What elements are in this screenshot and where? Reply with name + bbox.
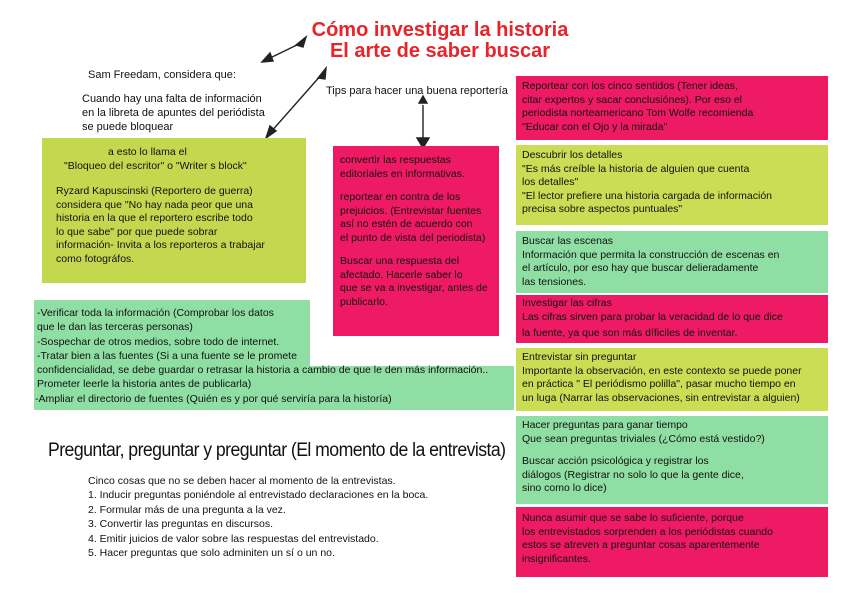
senses-line: periodista norteamericano Tom Wolfe recomienda [522, 107, 754, 119]
interview-heading: Preguntar, preguntar y preguntar (El momento de la entrevista) [48, 440, 506, 461]
assume-line: los entrevistados sorprenden a los periódistas cuando [522, 525, 773, 538]
center-pink-line: el punto de vista del periodista) [340, 231, 486, 244]
kapuscinski-line: historia en la que el reportero escribe todo [56, 212, 253, 224]
scenes-line: Buscar las escenas [522, 235, 614, 247]
interview-list-item: Cinco cosas que no se deben hacer al momento de la entrevistas. [88, 475, 396, 487]
kapuscinski-line: información- Invita a los reporteros a trabajar [56, 239, 265, 251]
psych-line: diálogos (Registrar no solo lo que la gente dice, [522, 468, 744, 481]
trivial-line: Que sean preguntas triviales (¿Cómo está vestido?) [522, 432, 765, 445]
interview-list-item: 3. Convertir las preguntas en discursos. [88, 518, 274, 531]
senses-line: citar expertos y sacar conclusiónes). Por eso el [522, 93, 743, 106]
intro-author: Sam Freedam, considera que: [88, 69, 236, 81]
center-pink-line: convertir las respuestas [340, 154, 451, 166]
details-line: "Es más creíble la historia de alguien que cuenta [522, 162, 750, 175]
title-line-1: Cómo investigar la historia [311, 19, 569, 41]
verify-line: -Verificar toda la información (Comprobar los datos [37, 307, 274, 319]
writers-block-line: "Bloqueo del escritor" o "Writer s block" [64, 159, 247, 172]
center-pink-line: Buscar una respuesta del [340, 255, 460, 267]
intro-line: en la libreta de apuntes del periódista [82, 107, 265, 119]
intro-text [82, 92, 265, 134]
assume-box [516, 507, 828, 577]
details-line: los detalles" [522, 176, 579, 188]
interview-list-item: 2. Formular más de una pregunta a la vez. [88, 503, 286, 516]
figures-box [516, 295, 828, 343]
arrow-head-1 [262, 53, 273, 62]
center-pink-line: así no estén de acuerdo con [340, 218, 473, 230]
details-line: "El lector prefiere una historia cargada de información [522, 189, 773, 202]
kapuscinski-line: como fotográfos. [56, 252, 135, 265]
kapuscinski-line: lo que sabe" por que puede sobrar [56, 225, 218, 238]
intro-line: Cuando hay una falta de información [82, 93, 262, 105]
details-box [516, 145, 828, 225]
arrow-to-writers-block [270, 74, 322, 133]
observe-line: Entrevistar sin preguntar [522, 351, 637, 363]
interview-list [88, 474, 428, 560]
verify-line: Prometer leerle la historia antes de publicarla) [37, 378, 252, 391]
psych-line: sino como lo dice) [522, 482, 607, 494]
arrow-tail-2 [318, 68, 326, 79]
observe-box [516, 348, 828, 411]
center-pink-line: publicarlo. [340, 295, 388, 308]
verify-line: confidencialidad, se debe guardar o retrasar la historia a cambio de que le den más información.. [37, 364, 489, 377]
tips-label: Tips para hacer una buena reportería [326, 85, 508, 97]
senses-line: Reportear con los cinco sentidos (Tener ideas, [522, 80, 738, 92]
writers-block-line: a esto lo llama el [108, 146, 187, 158]
center-pink-line: editoriales en informativas. [340, 167, 465, 180]
verify-line: -Ampliar el directorio de fuentes (Quién es y por qué serviría para la historía) [35, 392, 392, 405]
senses-line: "Educar con el Ojo y la mirada" [522, 120, 668, 133]
verify-line: -Tratar bien a las fuentes (Si a una fuente se le promete [37, 349, 297, 362]
assume-line: insignificantes. [522, 552, 591, 565]
interview-list-item: 5. Hacer preguntas que solo adminiten un sí o un no. [88, 547, 335, 560]
verify-line: que le dan las terceras personas) [37, 321, 193, 334]
center-pink-line: reportear en contra de los [340, 191, 461, 203]
figures-line: Investigar las cifras [522, 297, 612, 309]
kapuscinski-line: Ryzard Kapuscinski (Reportero de guerra) [56, 185, 253, 197]
interview-list-item: 1. Inducir preguntas poniéndole al entrevistado declaraciones en la boca. [88, 489, 429, 502]
details-line: Descubrir los detalles [522, 149, 623, 161]
trivial-line: Hacer preguntas para ganar tiempo [522, 419, 688, 431]
scenes-box [516, 231, 828, 293]
writers-block-box [42, 138, 306, 283]
assume-line: Nunca asumir que se sabe lo suficiente, porque [522, 512, 744, 524]
observe-line: Importante la observación, en este contexto se puede poner [522, 364, 802, 377]
senses-box [516, 76, 828, 140]
center-pink-line: que se va a investigar, antes de [340, 282, 488, 294]
figures-line: la fuente, ya que son más díficiles de inventar. [522, 327, 738, 339]
center-pink-line: prejuicios. (Entrevistar fuentes [340, 204, 482, 217]
observe-line: en práctica " El periódismo polilla", pasar mucho tiempo en [522, 378, 796, 390]
interview-list-item: 4. Emitir juicios de valor sobre las respuestas del entrevistado. [88, 532, 379, 545]
psych-line: Buscar acción psicológica y registrar los [522, 455, 709, 467]
scenes-line: las tensiones. [522, 275, 587, 288]
trivial-psych-box [516, 416, 828, 504]
assume-line: estos se atreven a preguntar cosas aparentemente [522, 539, 760, 551]
details-line: precisa sobre aspectos puntuales" [522, 203, 683, 215]
kapuscinski-line: considera que "No hay nada peor que una [56, 198, 253, 211]
intro-line: se puede bloquear [82, 121, 174, 133]
scenes-line: el artículo, por eso hay que buscar delieradamente [522, 262, 759, 274]
verify-text [37, 306, 488, 406]
arrow-tail-1 [296, 37, 306, 47]
verify-line: -Sospechar de otros medios, sobre todo de internet. [37, 335, 280, 348]
title-line-2: El arte de saber buscar [329, 40, 551, 62]
figures-line: Las cifras sirven para probar la veracidad de lo que dice [522, 310, 783, 323]
observe-line: un luga (Narrar las observaciones, sin entrevistar a alguien) [522, 391, 800, 404]
center-pink-line: afectado. Hacerle saber lo [340, 268, 463, 281]
scenes-line: Información que permita la construcción de escenas en [522, 248, 780, 261]
